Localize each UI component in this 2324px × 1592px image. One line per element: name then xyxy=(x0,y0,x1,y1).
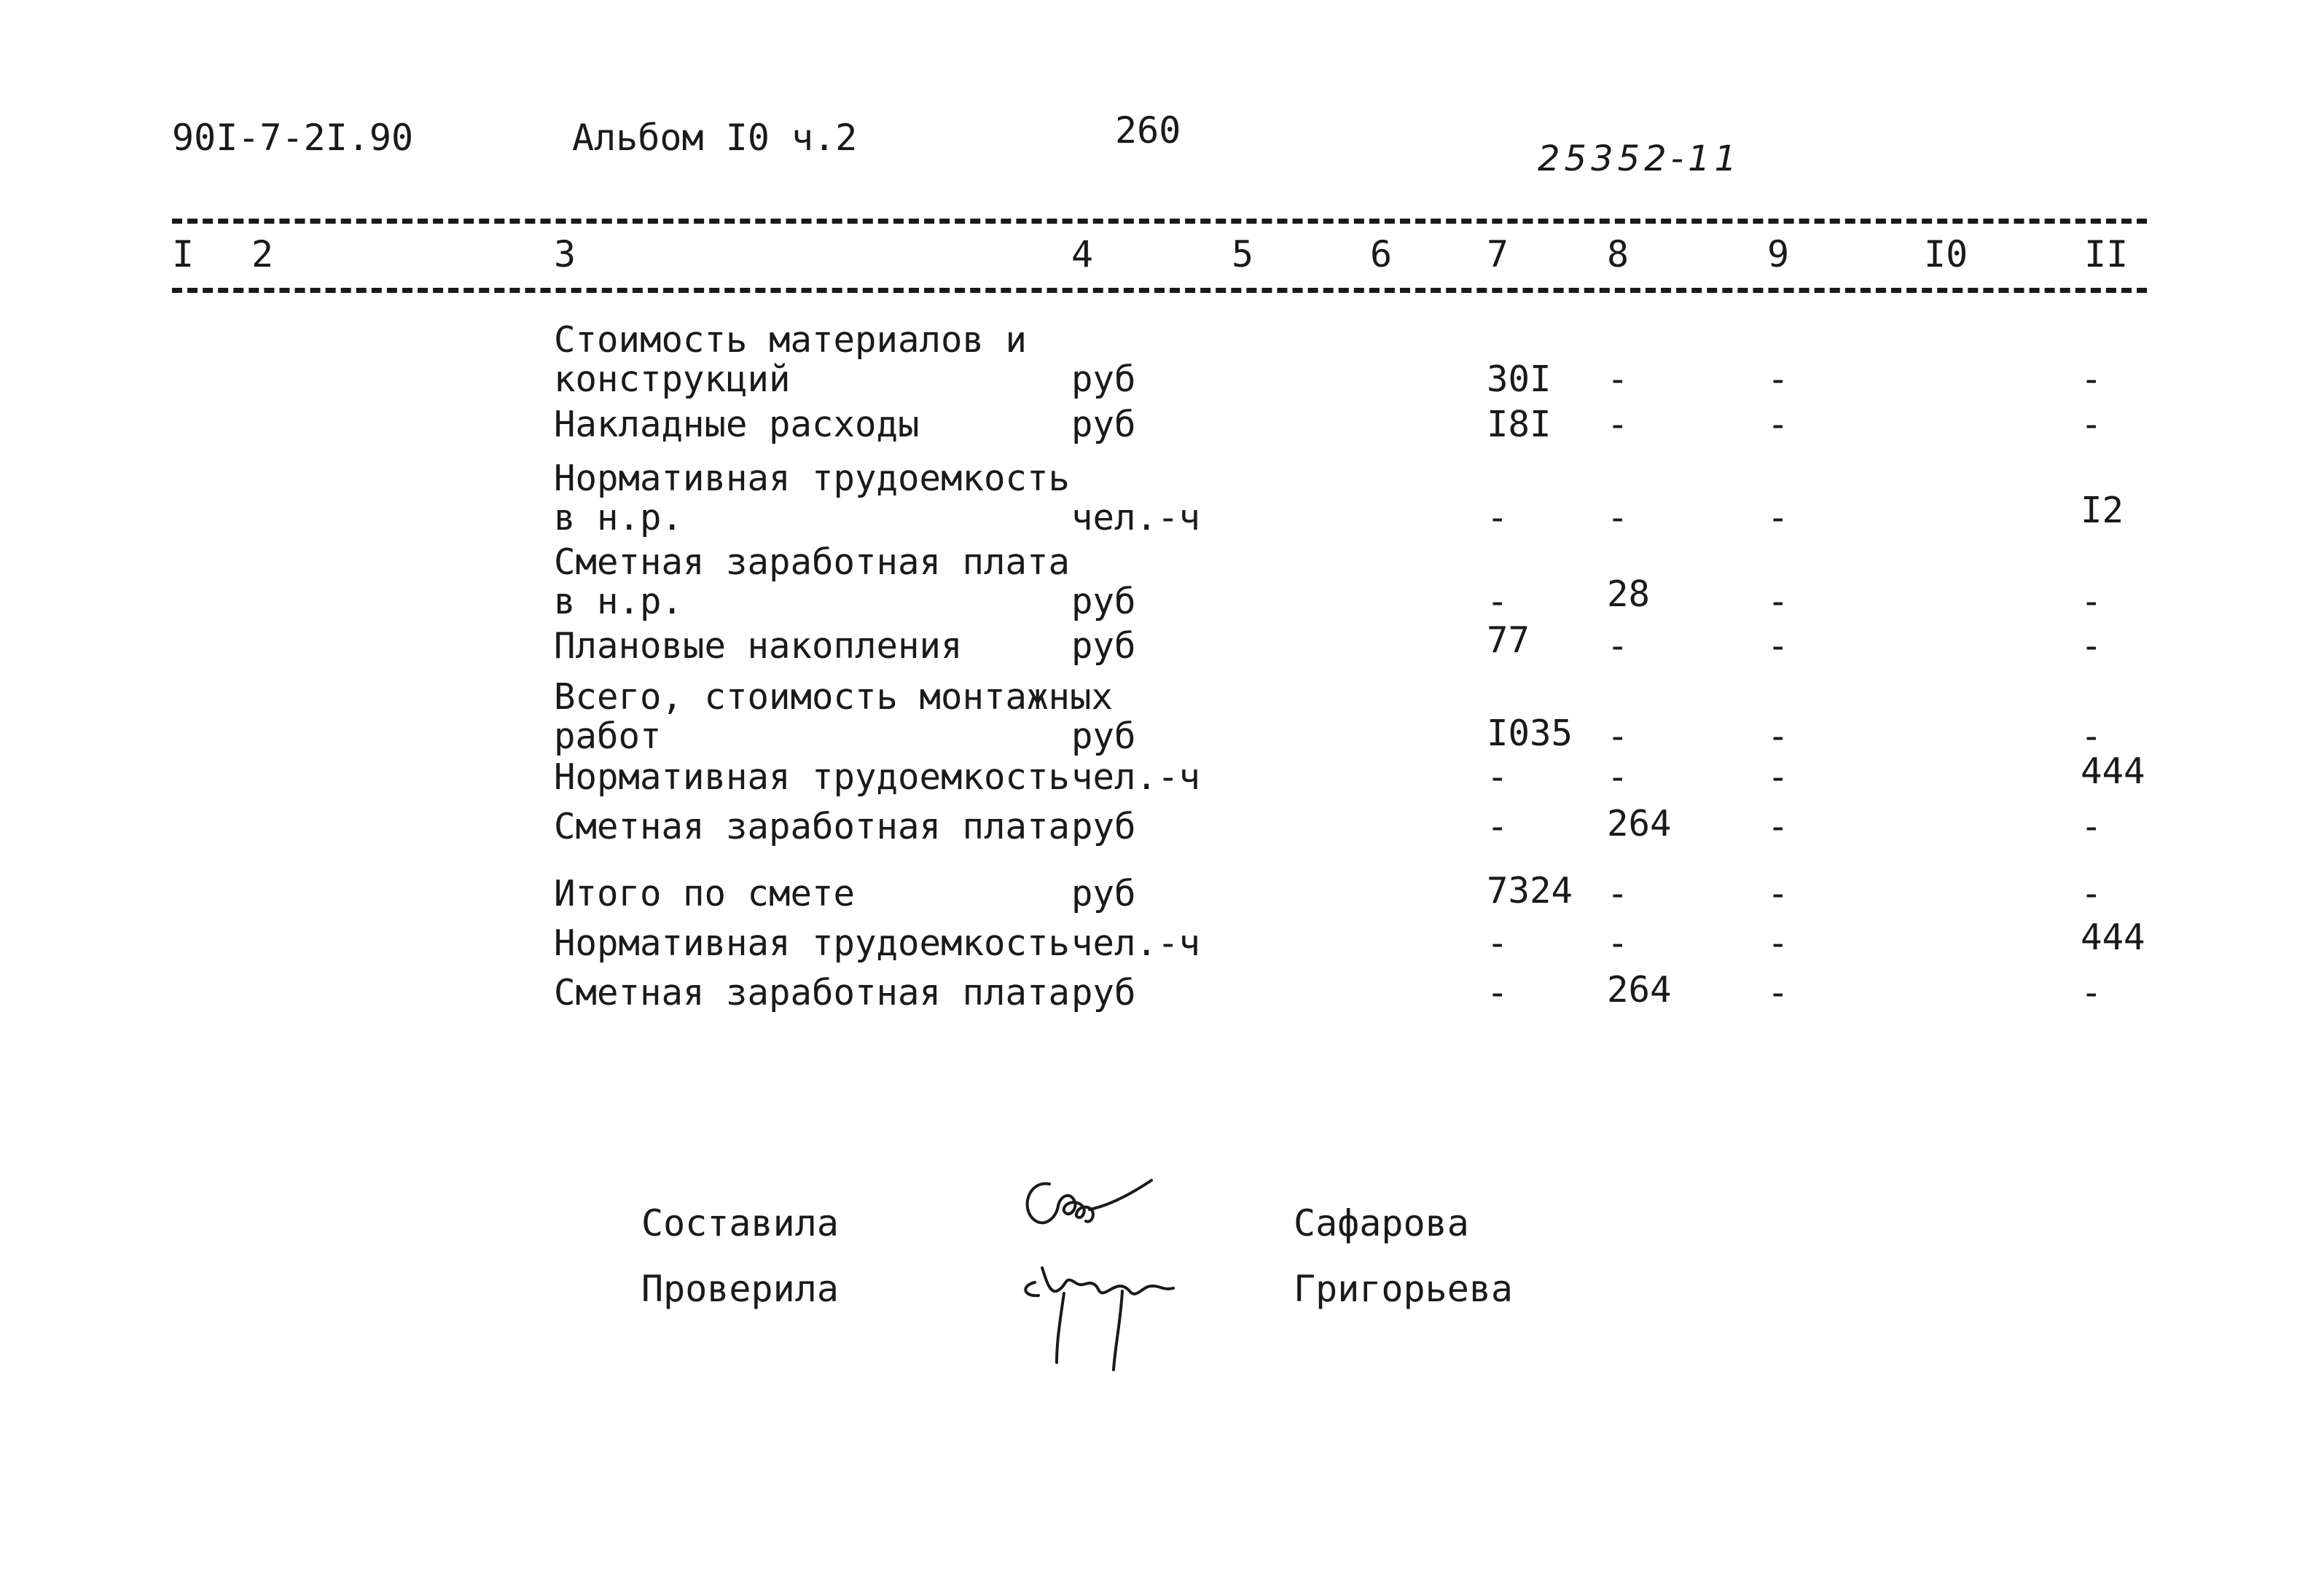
row-col8: - xyxy=(1607,404,1629,445)
row-description: Нормативная трудоемкость xyxy=(554,922,1071,964)
row-description: Сметная заработная плата xyxy=(554,806,1071,847)
row-col8: - xyxy=(1607,922,1629,964)
row-col7: 77 xyxy=(1487,619,1530,661)
page-number: 260 xyxy=(1115,109,1181,152)
row-col7: I8I xyxy=(1487,404,1552,445)
row-unit: руб xyxy=(1071,806,1136,847)
row-col9: - xyxy=(1767,922,1789,964)
row-col11: - xyxy=(2081,625,2102,667)
signature-scribble-compiled xyxy=(1006,1166,1181,1253)
row-col9: - xyxy=(1767,972,1789,1013)
row-col7: - xyxy=(1487,756,1509,798)
row-col8: - xyxy=(1607,715,1629,757)
column-number: 2 xyxy=(251,233,274,275)
checked-name: Григорьева xyxy=(1294,1268,1514,1310)
row-col11: 444 xyxy=(2081,750,2145,792)
signature-scribble-checked xyxy=(1006,1246,1224,1377)
row-col11: - xyxy=(2081,806,2102,847)
row-col9: - xyxy=(1767,497,1789,538)
compiled-name: Сафарова xyxy=(1294,1202,1469,1244)
row-col9: - xyxy=(1767,873,1789,914)
row-col8: - xyxy=(1607,873,1629,914)
row-unit: руб xyxy=(1071,715,1136,757)
row-unit: руб xyxy=(1071,404,1136,445)
row-col11: - xyxy=(2081,873,2102,914)
row-col7: 30I xyxy=(1487,358,1552,400)
column-number: II xyxy=(2084,233,2129,275)
compiled-label: Составила xyxy=(641,1202,839,1244)
row-unit: руб xyxy=(1071,625,1136,667)
row-col8: - xyxy=(1607,358,1629,400)
row-col11: - xyxy=(2081,358,2102,400)
row-col8: 28 xyxy=(1607,573,1651,615)
row-description: Нормативная трудоемкость в н.р. xyxy=(554,458,1071,538)
row-description: Стоимость материалов и конструкций xyxy=(554,319,1028,400)
row-col7: - xyxy=(1487,972,1509,1013)
row-col9: - xyxy=(1767,806,1789,847)
row-unit: руб xyxy=(1071,972,1136,1013)
column-number: 5 xyxy=(1232,233,1254,275)
row-unit: чел.-ч xyxy=(1071,756,1201,798)
row-description: Нормативная трудоемкость xyxy=(554,756,1071,798)
row-description: Итого по смете xyxy=(554,873,856,914)
column-number: 3 xyxy=(554,233,576,275)
row-col9: - xyxy=(1767,358,1789,400)
column-number: 8 xyxy=(1607,233,1629,275)
column-number: 9 xyxy=(1767,233,1790,275)
row-unit: чел.-ч xyxy=(1071,497,1201,538)
row-unit: руб xyxy=(1071,358,1136,400)
column-number: 6 xyxy=(1370,233,1393,275)
row-col11: - xyxy=(2081,972,2102,1013)
row-col9: - xyxy=(1767,404,1789,445)
row-col9: - xyxy=(1767,756,1789,798)
row-col7: 7324 xyxy=(1487,870,1573,911)
row-col9: - xyxy=(1767,715,1789,757)
row-col7: I035 xyxy=(1487,713,1573,754)
row-col11: - xyxy=(2081,404,2102,445)
row-description: Сметная заработная плата в н.р. xyxy=(554,541,1071,622)
column-number: I xyxy=(172,233,195,275)
row-col8: 264 xyxy=(1607,803,1672,844)
row-col8: - xyxy=(1607,756,1629,798)
row-col7: - xyxy=(1487,922,1509,964)
row-col11: 444 xyxy=(2081,917,2145,958)
row-col11: - xyxy=(2081,581,2102,622)
row-col9: - xyxy=(1767,581,1789,622)
row-col8: 264 xyxy=(1607,969,1672,1011)
row-description: Накладные расходы xyxy=(554,404,920,445)
row-col7: - xyxy=(1487,497,1509,538)
column-number: I0 xyxy=(1924,233,1968,275)
row-col11: I2 xyxy=(2081,490,2124,531)
row-unit: руб xyxy=(1071,873,1136,914)
row-col8: - xyxy=(1607,497,1629,538)
row-description: Сметная заработная плата xyxy=(554,972,1071,1013)
checked-label: Проверила xyxy=(641,1268,839,1310)
row-col8: - xyxy=(1607,625,1629,667)
column-number: 4 xyxy=(1071,233,1094,275)
row-col9: - xyxy=(1767,625,1789,667)
column-number: 7 xyxy=(1487,233,1509,275)
row-col7: - xyxy=(1487,806,1509,847)
album-label: Альбом I0 ч.2 xyxy=(572,117,858,159)
row-col11: - xyxy=(2081,715,2102,757)
row-description: Всего, стоимость монтажных работ xyxy=(554,676,1114,757)
row-description: Плановые накопления xyxy=(554,625,963,667)
row-unit: руб xyxy=(1071,581,1136,622)
row-unit: чел.-ч xyxy=(1071,922,1201,964)
row-col7: - xyxy=(1487,581,1509,622)
header-rule-bottom xyxy=(172,288,2147,293)
header-rule-top xyxy=(172,219,2147,224)
document-code: 90I-7-2I.90 xyxy=(172,117,414,159)
inventory-stamp: 25352-11 xyxy=(1538,138,1742,179)
